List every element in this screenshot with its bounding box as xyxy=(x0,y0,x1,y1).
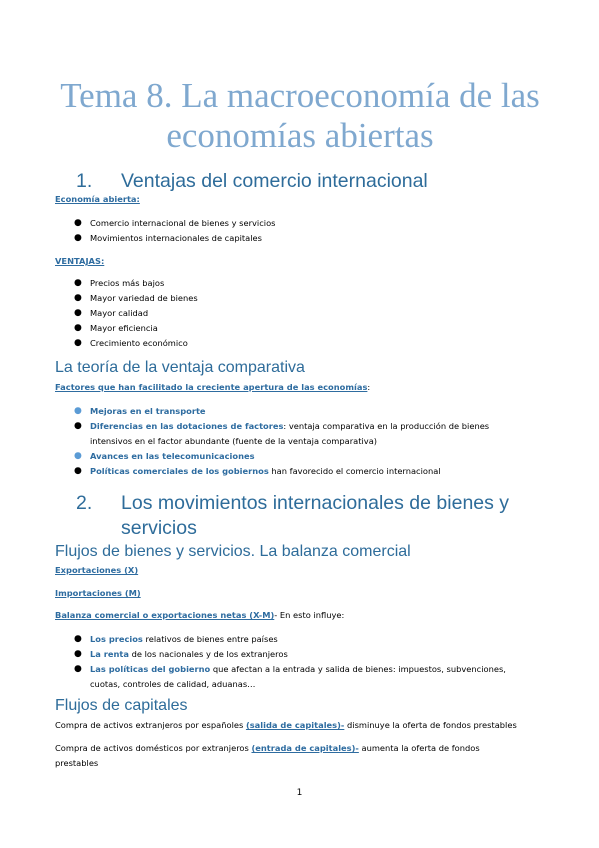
list-item: ● Avances en las telecomunicaciones xyxy=(74,449,489,464)
document-title: Tema 8. La macroeconomía de las economías abiertas xyxy=(60,76,540,155)
bullet-icon: ● xyxy=(74,278,82,288)
economia-abierta-list xyxy=(74,216,276,246)
balanza-label: Balanza comercial o exportaciones netas (X-M) xyxy=(55,610,275,620)
capitales-line-1: Compra de activos extranjeros por españoles (salida de capitales)- disminuye la oferta de fondos prestables xyxy=(55,720,517,730)
bullet-icon: ● xyxy=(74,421,82,431)
list-item: ● Crecimiento económico xyxy=(74,336,198,351)
page-number: 1 xyxy=(296,788,303,798)
list-item-continuation: cuotas, controles de calidad, aduanas… xyxy=(90,679,256,689)
salida-capitales-link: (salida de capitales)- xyxy=(245,720,345,730)
factores-label: Factores que han facilitado la creciente apertura de las economías xyxy=(55,382,368,392)
list-item: ● Las políticas del gobierno que afectan a la entrada y salida de bienes: impuestos, subvenciones, xyxy=(74,662,506,677)
list-item-continuation: intensivos en el factor abundante (fuente de la ventaja comparativa) xyxy=(90,436,378,446)
bullet-icon: ● xyxy=(74,406,82,416)
section-2-heading xyxy=(76,492,546,542)
bullet-icon: ● xyxy=(74,293,82,303)
bullet-icon: ● xyxy=(74,338,82,348)
list-item: ● Mayor calidad xyxy=(74,306,198,321)
capitales-line-2-cont: prestables xyxy=(55,758,99,768)
list-item: ● La renta de los nacionales y de los extranjeros xyxy=(74,647,506,662)
list-item: ● Precios más bajos xyxy=(74,276,198,291)
economia-abierta-label: Economía abierta: xyxy=(55,194,140,204)
entrada-capitales-link: (entrada de capitales)- xyxy=(251,743,359,753)
list-item: ● Comercio internacional de bienes y servicios xyxy=(74,216,276,231)
bullet-icon: ● xyxy=(74,664,82,674)
list-item: ● Mayor eficiencia xyxy=(74,321,198,336)
section-2-number: 2. xyxy=(76,492,93,514)
bullet-icon: ● xyxy=(74,323,82,333)
ventajas-label: VENTAJAS: xyxy=(55,256,105,266)
factores-list xyxy=(74,404,489,479)
list-item: ● Mejoras en el transporte xyxy=(74,404,489,419)
bullet-icon: ● xyxy=(74,649,82,659)
teoria-heading: La teoría de la ventaja comparativa xyxy=(55,359,305,376)
exportaciones-label: Exportaciones (X) xyxy=(55,565,139,575)
list-item: ● Movimientos internacionales de capitales xyxy=(74,231,276,246)
bullet-icon: ● xyxy=(74,466,82,476)
flujos-bienes-heading: Flujos de bienes y servicios. La balanza comercial xyxy=(55,543,411,560)
influye-list xyxy=(74,632,506,692)
bullet-icon: ● xyxy=(74,634,82,644)
list-item: ● Políticas comerciales de los gobiernos han favorecido el comercio internacional xyxy=(74,464,489,479)
section-2-title-line1: Los movimientos internacionales de bienes y xyxy=(121,492,510,514)
importaciones-label: Importaciones (M) xyxy=(55,588,141,598)
list-item: ● Mayor variedad de bienes xyxy=(74,291,198,306)
list-item: ● Diferencias en las dotaciones de factores: ventaja comparativa en la producción de bienes xyxy=(74,419,489,434)
section-1-number: 1. xyxy=(76,170,93,192)
ventajas-list xyxy=(74,276,198,351)
bullet-icon: ● xyxy=(74,451,82,461)
bullet-icon: ● xyxy=(74,218,82,228)
section-1-title: Ventajas del comercio internacional xyxy=(121,170,428,192)
section-1-heading xyxy=(76,170,536,196)
section-2-title-line2: servicios xyxy=(121,517,197,539)
balanza-line: Balanza comercial o exportaciones netas (X-M)- En esto influye: xyxy=(55,610,345,620)
list-item: ● Los precios relativos de bienes entre países xyxy=(74,632,506,647)
bullet-icon: ● xyxy=(74,233,82,243)
bullet-icon: ● xyxy=(74,308,82,318)
flujos-capitales-heading: Flujos de capitales xyxy=(55,697,188,714)
capitales-line-2: Compra de activos domésticos por extranjeros (entrada de capitales)- aumenta la oferta de fondos xyxy=(55,743,480,753)
factores-line: Factores que han facilitado la creciente apertura de las economías: xyxy=(55,382,371,392)
